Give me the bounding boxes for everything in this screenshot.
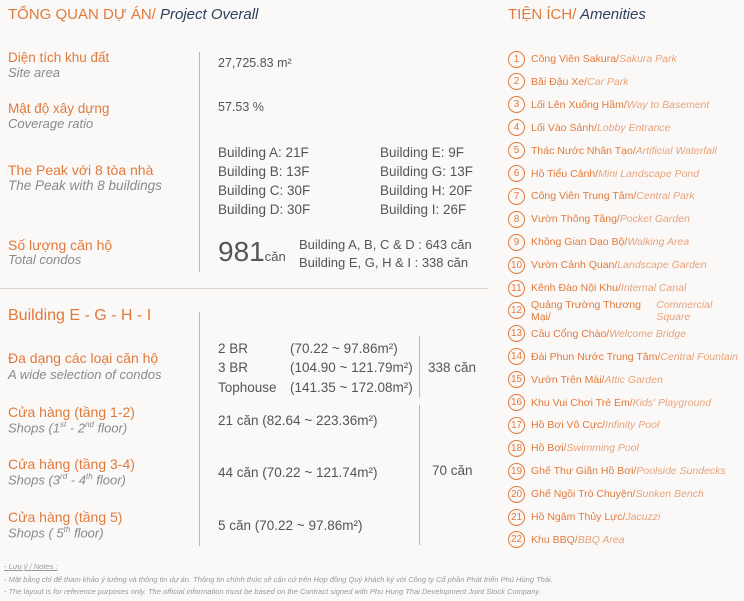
type-tophouse: Tophouse [218, 380, 277, 395]
amenity-name-en: Infinity Pool [605, 419, 660, 432]
amenity-name-en: Walking Area [627, 236, 690, 249]
amenity-name-vi: Lối Vào Sảnh/ [531, 121, 597, 134]
condos-line-1: Building A, B, C & D : 643 căn [299, 237, 472, 252]
notes-line-vi: - Mặt bằng chỉ để tham khảo ý tưởng và thông tin dự án. Thông tin chính thức sẽ căn cứ trên Hợp đồng Quý khách ký với Công ty Cổ phần Phát triển Phú Hùng Thái. [4, 575, 553, 584]
amenity-item [508, 49, 677, 69]
shops-5-label: Cửa hàng (tầng 5) [8, 509, 123, 525]
shops-divider-right [419, 405, 420, 545]
amenity-name-vi: Ghế Thư Giãn Hồ Bơi/ [531, 465, 637, 478]
building-e: Building E: 9F [380, 145, 465, 160]
amenity-name-en: Sakura Park [618, 53, 677, 65]
amenity-name-en: Kids' Playground [632, 396, 712, 409]
amenity-item [508, 415, 659, 435]
amenity-item [508, 118, 671, 138]
amenity-number: 12 [508, 302, 525, 319]
amenity-name-vi: Khu Vui Chơi Trẻ Em/ [531, 396, 633, 409]
amenity-name-en: Welcome Bridge [609, 327, 687, 340]
shops-5-label-en: Shops ( 5th floor) [8, 525, 104, 541]
building-b: Building B: 13F [218, 164, 310, 179]
building-g: Building G: 13F [380, 164, 474, 179]
building-h: Building H: 20F [380, 183, 473, 198]
amenity-name-en: Landscape Garden [617, 259, 707, 272]
amenity-name-vi: Vườn Cảnh Quan/ [531, 259, 618, 272]
condos-number: 981 [218, 236, 265, 267]
amenity-number: 1 [508, 51, 525, 68]
type-tophouse-range: (141.35 ~ 172.08m²) [290, 380, 413, 395]
condos-unit: căn [264, 249, 286, 264]
shops-5-value: 5 căn (70.22 ~ 97.86m²) [218, 518, 363, 533]
amenity-name-en: Jacuzzi [625, 511, 661, 523]
amenity-name-vi: Khu BBQ/ [531, 533, 578, 546]
amenity-name-vi: Đài Phun Nước Trung Tâm/ [531, 350, 661, 363]
amenity-name-vi: Hồ Bơi Vô Cực/ [531, 419, 606, 432]
amenity-item [508, 278, 686, 298]
amenity-name-vi: Vườn Trên Mái/ [531, 373, 605, 386]
shops-34-value: 44 căn (70.22 ~ 121.74m²) [218, 465, 378, 480]
amenity-number: 15 [508, 371, 525, 388]
amenity-item [508, 186, 695, 206]
amenity-item [508, 347, 738, 367]
amenity-name-en: Poolside Sundecks [636, 465, 726, 478]
amenity-item [508, 370, 663, 390]
type-2br-range: (70.22 ~ 97.86m²) [290, 341, 398, 356]
amenity-name-en: Mini Landscape Pond [598, 167, 700, 180]
amenity-name-vi: Ghế Ngồi Trò Chuyện/ [531, 488, 636, 501]
overview-title: TỔNG QUAN DỰ ÁN/ Project Overall [8, 6, 259, 23]
building-divider-right [419, 336, 420, 398]
notes-title: - Lưu ý / Notes : [4, 562, 58, 571]
site-area-label: Diện tích khu đất [8, 50, 110, 65]
amenity-number: 13 [508, 325, 525, 342]
amenity-item [508, 95, 709, 115]
amenity-item [508, 209, 690, 229]
coverage-label-en: Coverage ratio [8, 116, 94, 131]
amenity-item [508, 232, 689, 252]
amenity-name-en: Swimming Pool [566, 442, 639, 455]
amenity-name-en: Artificial Waterfall [635, 144, 717, 157]
building-divider-left [199, 312, 200, 546]
amenity-name-en: Way to Basement [626, 98, 710, 111]
building-a: Building A: 21F [218, 145, 309, 160]
amenity-number: 19 [508, 463, 525, 480]
building-section-title: Building E - G - H - I [8, 307, 152, 324]
amenity-number: 20 [508, 486, 525, 503]
condos-total [218, 236, 286, 268]
amenity-number: 18 [508, 440, 525, 457]
amenity-item [508, 507, 660, 527]
amenity-number: 10 [508, 257, 525, 274]
type-3br: 3 BR [218, 360, 249, 375]
amenity-number: 8 [508, 211, 525, 228]
type-2br: 2 BR [218, 341, 249, 356]
amenity-name-vi: Hồ Tiểu Cảnh/ [531, 167, 599, 180]
amenity-item [508, 141, 717, 161]
condos-label-en: Total condos [8, 252, 82, 267]
amenity-number: 22 [508, 531, 525, 548]
peak-label-en: The Peak with 8 buildings [8, 178, 162, 193]
amenity-item [508, 438, 639, 458]
amenity-name-vi: Bãi Đậu Xe/ [531, 75, 588, 88]
amenity-name-vi: Hồ Bơi/ [531, 442, 567, 455]
amenity-name-vi: Kênh Đào Nội Khu/ [531, 282, 621, 294]
amenity-number: 5 [508, 142, 525, 159]
amenity-item [508, 393, 711, 413]
site-area-label-en: Site area [8, 65, 61, 80]
shops-12-label-en: Shops (1st - 2nd floor) [8, 420, 128, 436]
peak-label: The Peak với 8 tòa nhà [8, 162, 154, 178]
amenity-name-vi: Công Viên Sakura/ [531, 53, 619, 65]
amenity-name-en: Internal Canal [620, 282, 687, 294]
shops-total: 70 căn [432, 463, 473, 478]
shops-12-label: Cửa hàng (tầng 1-2) [8, 404, 135, 420]
amenity-item [508, 484, 704, 504]
section-divider [0, 288, 488, 289]
amenity-name-en: Lobby Entrance [596, 121, 671, 134]
amenity-name-vi: Không Gian Dạo Bộ/ [531, 236, 628, 249]
amenity-name-en: Central Park [636, 190, 695, 203]
amenity-name-en: Pocket Garden [619, 213, 690, 226]
shops-34-label: Cửa hàng (tầng 3-4) [8, 456, 135, 472]
amenity-name-en: Car Park [587, 75, 629, 88]
amenity-number: 7 [508, 188, 525, 205]
types-label: Đa dạng các loại căn hộ [8, 350, 159, 366]
amenity-name-vi: Công Viên Trung Tâm/ [531, 190, 637, 203]
shops-34-label-en: Shops (3rd - 4th floor) [8, 472, 126, 488]
types-label-en: A wide selection of condos [8, 367, 162, 382]
amenity-item [508, 530, 625, 550]
amenity-name-en: BBQ Area [577, 533, 625, 546]
amenity-item [508, 255, 707, 275]
amenity-name-en: Attic Garden [604, 373, 663, 386]
building-d: Building D: 30F [218, 202, 311, 217]
site-area-value: 27,725.83 m² [218, 56, 292, 70]
amenity-number: 21 [508, 509, 525, 526]
amenities-title: TIỆN ÍCH/ Amenities [508, 6, 646, 23]
type-3br-range: (104.90 ~ 121.79m²) [290, 360, 413, 375]
coverage-label: Mật độ xây dựng [8, 101, 110, 116]
amenity-name-en: Central Fountain [660, 350, 738, 363]
amenity-name-vi: Vườn Thông Tầng/ [531, 213, 620, 226]
amenity-name-vi: Cầu Cổng Chào/ [531, 327, 610, 340]
amenity-name-vi: Hồ Ngâm Thủy Lực/ [531, 511, 626, 523]
amenity-name-vi: Thác Nước Nhân Tạo/ [531, 144, 636, 157]
amenity-name-en: Commercial Square [656, 298, 713, 323]
amenity-item [508, 164, 699, 184]
shops-12-value: 21 căn (82.64 ~ 223.36m²) [218, 413, 378, 428]
condos-line-2: Building E, G, H & I : 338 căn [299, 255, 469, 270]
coverage-value: 57.53 % [218, 100, 264, 114]
amenity-number: 9 [508, 234, 525, 251]
condos-label: Số lượng căn hộ [8, 237, 113, 253]
building-c: Building C: 30F [218, 183, 311, 198]
overview-divider [199, 52, 200, 272]
amenity-item [508, 324, 686, 344]
amenity-number: 16 [508, 394, 525, 411]
amenity-name-en: Sunken Bench [635, 488, 704, 501]
amenity-number: 4 [508, 119, 525, 136]
amenity-number: 2 [508, 73, 525, 90]
building-i: Building I: 26F [380, 202, 467, 217]
notes-line-en: - The layout is for reference purposes only. The official information must be based on the Contract signed with Phu Hung Thai Development Joint Stock Company. [4, 587, 541, 596]
amenity-number: 6 [508, 165, 525, 182]
amenity-item [508, 72, 628, 92]
amenity-name-vi: Quảng Trường Thương Mại/ [531, 298, 641, 323]
types-total: 338 căn [428, 360, 477, 375]
amenity-number: 3 [508, 96, 525, 113]
amenity-name-vi: Lối Lên Xuống Hầm/ [531, 98, 627, 111]
amenity-item [508, 298, 744, 323]
amenity-number: 11 [508, 280, 525, 297]
amenity-number: 14 [508, 348, 525, 365]
amenity-number: 17 [508, 417, 525, 434]
amenity-item [508, 461, 726, 481]
